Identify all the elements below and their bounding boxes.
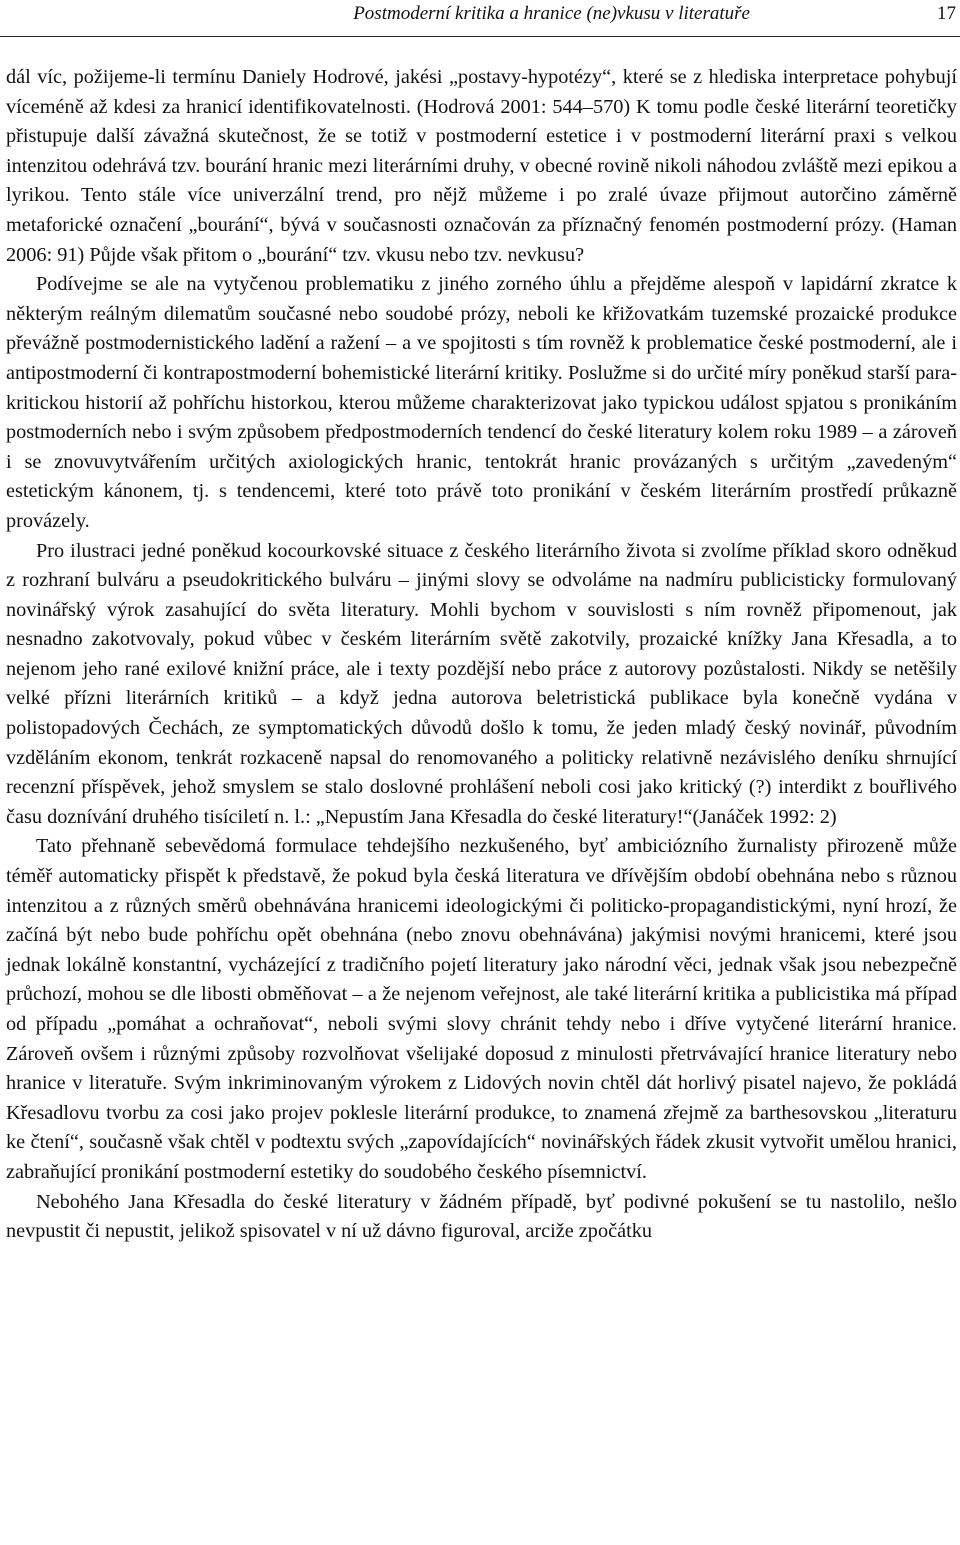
paragraph: Tato přehnaně sebevědomá formulace tehdejšího nezkušeného, byť ambiciózního žurnalisty přirozeně může téměř automaticky přispět k představě, že pokud byla česká literatura ve dřívějším období obehnána nebo s různou intenzitou a z různých směrů obehnávána hranicemi ideologickými či politicko-propagandistickými, nyní hrozí, že začíná být nebo bude pohříchu opět obehnána (nebo znovu obehnávána) jakýmisi novými hranicemi, které jsou jednak lokálně konstantní, vycházející z tradičního pojetí literatury jako národní věci, jednak však jsou nebezpečně průchozí, mohou se dle libosti obměňovat – a že nejenom veřejnost, ale také literární kritika a publicistika má případ od případu „pomáhat a ochraňovat“, neboli svými slovy chránit tehdy nebo i dříve vytyčené literární hranice. Zároveň ovšem i různými způsoby rozvolňovat všelijaké doposud z minulosti přetrvávající hranice literatury nebo hranice v literatuře. Svým inkriminovaným výrokem z Lidových novin chtěl dát horlivý pisatel najevo, že pokládá Křesadlovu tvorbu za cosi jako projev poklesle literární produkce, to znamená zřejmě za barthesovskou „literaturu ke čtení“, současně však chtěl v podtextu svých „zapovídajících“ novinářských řádek zkusit vytvořit umělou hranici, zabraňující pronikání postmoderní estetiky do soudobého českého písemnictví. <box>6 835 957 1183</box>
header-divider <box>0 36 960 37</box>
paragraph: Pro ilustraci jedné poněkud kocourkovské situace z českého literárního života si zvolíme příklad skoro odněkud z rozhraní bulváru a pseudokritického bulváru – jinými slovy se odvoláme na nadmíru publicisticky formulovaný novinářský výrok zasahující do světa literatury. Mohli bychom v souvislosti s ním rovněž připomenout, jak nesnadno zakotvovaly, pokud vůbec v českém literárním světě zakotvily, prozaické knížky Jana Křesadla, a to nejenom jeho rané exilové knižní práce, ale i texty pozdější nebo práce z autorovy pozůstalosti. Nikdy se netěšily velké přízni literárních kritiků – a když jedna autorova beletristická publikace byla konečně vydána v polistopadových Čechách, ze symptomatických důvodů došlo k tomu, že jeden mladý český novinář, původním vzděláním ekonom, tenkrát rozkaceně napsal do renomovaného a politicky relativně nezávislého deníku shrnující recenzní příspěvek, jehož smyslem se stalo doslovné prohlášení neboli cosi jako kritický (?) interdikt z bouřlivého času doznívání druhého tisíciletí n. l.: „Nepustím Jana Křesadla do české literatury!“(Janáček 1992: 2) <box>6 539 957 828</box>
paragraph: Nebohého Jana Křesadla do české literatury v žádném případě, byť podivné pokušení se tu nastolilo, nešlo nevpustit či nepustit, jelikož spisovatel v ní už dávno figuroval, arciže zpočátku <box>6 1190 957 1243</box>
running-title: Postmoderní kritika a hranice (ne)vkusu v literatuře <box>353 3 750 24</box>
paragraph: Podívejme se ale na vytyčenou problematiku z jiného zorného úhlu a přejděme alespoň v lapidární zkratce k některým reálným dilematům současné nebo soudobé prózy, neboli ke křižovatkám tuzemské prozaické produkce převážně postmodernistického ladění a ražení – a ve spojitosti s tím rovněž k problematice české postmoderní, ale i antipostmoderní či kontrapostmoderní bohemistické literární kritiky. Poslužme si do určité míry poněkud starší para-kritickou historií až pohříchu historkou, kterou můžeme charakterizovat jako typickou událost spjatou s pronikáním postmoderních nebo i svým způsobem předpostmoderních tendencí do české literatury kolem roku 1989 – a zároveň i se znovuvytvářením určitých axiologických hranic, tentokrát hranic provázaných s určitým „zavedeným“ estetickým kánonem, tj. s tendencemi, které toto právě toto pronikání v českém literárním prostředí průkazně provázely. <box>6 273 957 532</box>
page-number: 17 <box>937 3 956 24</box>
paragraph: dál víc, požijeme-li termínu Daniely Hodrové, jakési „postavy-hypotézy“, které se z hlediska interpretace pohybují víceméně až kdesi za hranicí identifikovatelnosti. (Hodrová 2001: 544–570) K tomu podle české literární teoretičky přistupuje další závažná skutečnost, že se totiž v postmoderní estetice i v postmoderní literární praxi s velkou intenzitou odehrává tzv. bourání hranic mezi literárními druhy, v obecné rovině nikoli náhodou zvláště mezi epikou a lyrikou. Tento stále více univerzální trend, pro nějž můžeme i po zralé úvaze přijmout autorčino záměrně metaforické označení „bourání“, bývá v současnosti označován za příznačný fenomén postmoderní prózy. (Haman 2006: 91) Půjde však přitom o „bourání“ tzv. vkusu nebo tzv. nevkusu? <box>6 66 957 266</box>
page-header <box>0 0 960 40</box>
body-text <box>6 63 957 1247</box>
